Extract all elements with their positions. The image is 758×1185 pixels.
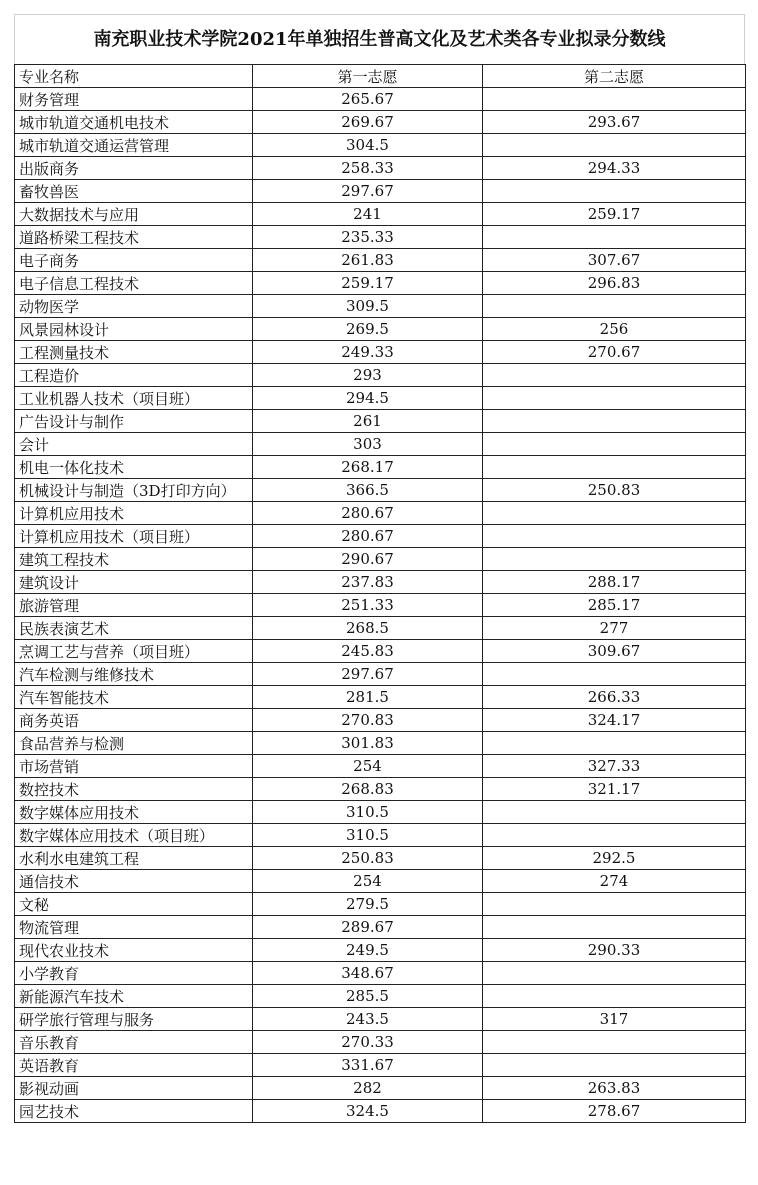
table-row xyxy=(15,1008,746,1031)
second-choice-score-cell: 307.67 xyxy=(483,249,746,272)
major-name-cell: 数字媒体应用技术 xyxy=(15,801,253,824)
first-choice-score-cell: 254 xyxy=(253,870,483,893)
first-choice-score-cell: 297.67 xyxy=(253,663,483,686)
first-choice-score-cell: 310.5 xyxy=(253,801,483,824)
table-row xyxy=(15,364,746,387)
table-row xyxy=(15,755,746,778)
major-name-cell: 水利水电建筑工程 xyxy=(15,847,253,870)
first-choice-score-cell: 251.33 xyxy=(253,594,483,617)
major-name-cell: 出版商务 xyxy=(15,157,253,180)
major-name-cell: 风景园林设计 xyxy=(15,318,253,341)
table-row xyxy=(15,824,746,847)
table-row xyxy=(15,157,746,180)
major-name-cell: 城市轨道交通运营管理 xyxy=(15,134,253,157)
table-row xyxy=(15,456,746,479)
major-name-cell: 现代农业技术 xyxy=(15,939,253,962)
second-choice-score-cell: 256 xyxy=(483,318,746,341)
major-name-cell: 旅游管理 xyxy=(15,594,253,617)
second-choice-score-cell: 263.83 xyxy=(483,1077,746,1100)
major-name-cell: 食品营养与检测 xyxy=(15,732,253,755)
second-choice-score-cell xyxy=(483,916,746,939)
first-choice-score-cell: 249.5 xyxy=(253,939,483,962)
second-choice-score-cell: 327.33 xyxy=(483,755,746,778)
table-row xyxy=(15,640,746,663)
second-choice-score-cell: 285.17 xyxy=(483,594,746,617)
second-choice-score-cell xyxy=(483,893,746,916)
major-name-cell: 大数据技术与应用 xyxy=(15,203,253,226)
major-name-cell: 烹调工艺与营养（项目班） xyxy=(15,640,253,663)
first-choice-score-cell: 265.67 xyxy=(253,88,483,111)
table-row xyxy=(15,870,746,893)
second-choice-score-cell: 259.17 xyxy=(483,203,746,226)
major-name-cell: 动物医学 xyxy=(15,295,253,318)
table-row xyxy=(15,479,746,502)
table-row xyxy=(15,295,746,318)
table-row xyxy=(15,893,746,916)
header-row xyxy=(15,65,746,88)
table-row xyxy=(15,548,746,571)
second-choice-score-cell: 274 xyxy=(483,870,746,893)
major-name-cell: 城市轨道交通机电技术 xyxy=(15,111,253,134)
second-choice-score-cell: 266.33 xyxy=(483,686,746,709)
first-choice-score-cell: 294.5 xyxy=(253,387,483,410)
major-name-cell: 园艺技术 xyxy=(15,1100,253,1123)
table-row xyxy=(15,410,746,433)
first-choice-score-cell: 303 xyxy=(253,433,483,456)
table-row xyxy=(15,180,746,203)
table-row xyxy=(15,778,746,801)
second-choice-score-cell xyxy=(483,525,746,548)
first-choice-score-cell: 324.5 xyxy=(253,1100,483,1123)
major-name-cell: 广告设计与制作 xyxy=(15,410,253,433)
first-choice-score-cell: 243.5 xyxy=(253,1008,483,1031)
first-choice-score-cell: 348.67 xyxy=(253,962,483,985)
second-choice-score-cell xyxy=(483,433,746,456)
first-choice-score-cell: 309.5 xyxy=(253,295,483,318)
table-row xyxy=(15,226,746,249)
second-choice-score-cell: 294.33 xyxy=(483,157,746,180)
second-choice-score-cell xyxy=(483,824,746,847)
major-name-cell: 财务管理 xyxy=(15,88,253,111)
table-row xyxy=(15,801,746,824)
first-choice-score-cell: 279.5 xyxy=(253,893,483,916)
first-choice-score-cell: 269.5 xyxy=(253,318,483,341)
first-choice-score-cell: 297.67 xyxy=(253,180,483,203)
major-name-cell: 机械设计与制造（3D打印方向） xyxy=(15,479,253,502)
major-name-cell: 物流管理 xyxy=(15,916,253,939)
header-second-choice: 第二志愿 xyxy=(483,65,746,88)
second-choice-score-cell: 317 xyxy=(483,1008,746,1031)
second-choice-score-cell xyxy=(483,456,746,479)
major-name-cell: 市场营销 xyxy=(15,755,253,778)
second-choice-score-cell xyxy=(483,88,746,111)
first-choice-score-cell: 241 xyxy=(253,203,483,226)
second-choice-score-cell xyxy=(483,226,746,249)
first-choice-score-cell: 259.17 xyxy=(253,272,483,295)
first-choice-score-cell: 280.67 xyxy=(253,502,483,525)
first-choice-score-cell: 261 xyxy=(253,410,483,433)
first-choice-score-cell: 366.5 xyxy=(253,479,483,502)
major-name-cell: 小学教育 xyxy=(15,962,253,985)
table-row xyxy=(15,387,746,410)
table-row xyxy=(15,318,746,341)
table-row xyxy=(15,686,746,709)
second-choice-score-cell xyxy=(483,295,746,318)
first-choice-score-cell: 270.83 xyxy=(253,709,483,732)
first-choice-score-cell: 268.83 xyxy=(253,778,483,801)
table-row xyxy=(15,525,746,548)
second-choice-score-cell xyxy=(483,410,746,433)
table-row xyxy=(15,663,746,686)
first-choice-score-cell: 269.67 xyxy=(253,111,483,134)
table-row xyxy=(15,134,746,157)
table-row xyxy=(15,341,746,364)
second-choice-score-cell xyxy=(483,387,746,410)
first-choice-score-cell: 285.5 xyxy=(253,985,483,1008)
major-name-cell: 汽车智能技术 xyxy=(15,686,253,709)
table-row xyxy=(15,249,746,272)
table-row xyxy=(15,433,746,456)
table-row xyxy=(15,272,746,295)
major-name-cell: 道路桥梁工程技术 xyxy=(15,226,253,249)
table-row xyxy=(15,1031,746,1054)
first-choice-score-cell: 237.83 xyxy=(253,571,483,594)
major-name-cell: 通信技术 xyxy=(15,870,253,893)
major-name-cell: 影视动画 xyxy=(15,1077,253,1100)
first-choice-score-cell: 268.17 xyxy=(253,456,483,479)
major-name-cell: 数字媒体应用技术（项目班） xyxy=(15,824,253,847)
first-choice-score-cell: 254 xyxy=(253,755,483,778)
first-choice-score-cell: 245.83 xyxy=(253,640,483,663)
table-row xyxy=(15,594,746,617)
first-choice-score-cell: 304.5 xyxy=(253,134,483,157)
second-choice-score-cell xyxy=(483,134,746,157)
header-first-choice: 第一志愿 xyxy=(253,65,483,88)
table-row xyxy=(15,847,746,870)
major-name-cell: 工业机器人技术（项目班） xyxy=(15,387,253,410)
major-name-cell: 工程测量技术 xyxy=(15,341,253,364)
major-name-cell: 建筑设计 xyxy=(15,571,253,594)
major-name-cell: 文秘 xyxy=(15,893,253,916)
second-choice-score-cell: 309.67 xyxy=(483,640,746,663)
second-choice-score-cell: 324.17 xyxy=(483,709,746,732)
first-choice-score-cell: 235.33 xyxy=(253,226,483,249)
major-name-cell: 英语教育 xyxy=(15,1054,253,1077)
second-choice-score-cell xyxy=(483,801,746,824)
first-choice-score-cell: 268.5 xyxy=(253,617,483,640)
second-choice-score-cell xyxy=(483,364,746,387)
major-name-cell: 电子商务 xyxy=(15,249,253,272)
first-choice-score-cell: 280.67 xyxy=(253,525,483,548)
second-choice-score-cell: 290.33 xyxy=(483,939,746,962)
table-row xyxy=(15,502,746,525)
table-row xyxy=(15,617,746,640)
score-table xyxy=(14,64,746,1123)
table-row xyxy=(15,571,746,594)
first-choice-score-cell: 301.83 xyxy=(253,732,483,755)
major-name-cell: 汽车检测与维修技术 xyxy=(15,663,253,686)
first-choice-score-cell: 249.33 xyxy=(253,341,483,364)
table-row xyxy=(15,709,746,732)
table-row xyxy=(15,985,746,1008)
second-choice-score-cell: 321.17 xyxy=(483,778,746,801)
sheet-title: 南充职业技术学院2021年单独招生普高文化及艺术类各专业拟录分数线 xyxy=(14,14,745,64)
major-name-cell: 会计 xyxy=(15,433,253,456)
second-choice-score-cell xyxy=(483,1054,746,1077)
first-choice-score-cell: 270.33 xyxy=(253,1031,483,1054)
second-choice-score-cell xyxy=(483,663,746,686)
second-choice-score-cell xyxy=(483,180,746,203)
table-row xyxy=(15,203,746,226)
second-choice-score-cell: 250.83 xyxy=(483,479,746,502)
table-row xyxy=(15,1054,746,1077)
second-choice-score-cell: 288.17 xyxy=(483,571,746,594)
major-name-cell: 数控技术 xyxy=(15,778,253,801)
major-name-cell: 研学旅行管理与服务 xyxy=(15,1008,253,1031)
first-choice-score-cell: 258.33 xyxy=(253,157,483,180)
table-row xyxy=(15,88,746,111)
major-name-cell: 机电一体化技术 xyxy=(15,456,253,479)
second-choice-score-cell xyxy=(483,985,746,1008)
second-choice-score-cell xyxy=(483,732,746,755)
second-choice-score-cell xyxy=(483,962,746,985)
first-choice-score-cell: 250.83 xyxy=(253,847,483,870)
second-choice-score-cell: 277 xyxy=(483,617,746,640)
second-choice-score-cell: 293.67 xyxy=(483,111,746,134)
second-choice-score-cell: 270.67 xyxy=(483,341,746,364)
second-choice-score-cell: 278.67 xyxy=(483,1100,746,1123)
major-name-cell: 民族表演艺术 xyxy=(15,617,253,640)
major-name-cell: 工程造价 xyxy=(15,364,253,387)
major-name-cell: 建筑工程技术 xyxy=(15,548,253,571)
table-row xyxy=(15,962,746,985)
header-major: 专业名称 xyxy=(15,65,253,88)
second-choice-score-cell: 292.5 xyxy=(483,847,746,870)
second-choice-score-cell: 296.83 xyxy=(483,272,746,295)
table-row xyxy=(15,1100,746,1123)
major-name-cell: 计算机应用技术（项目班） xyxy=(15,525,253,548)
first-choice-score-cell: 289.67 xyxy=(253,916,483,939)
table-row xyxy=(15,1077,746,1100)
major-name-cell: 商务英语 xyxy=(15,709,253,732)
first-choice-score-cell: 261.83 xyxy=(253,249,483,272)
first-choice-score-cell: 331.67 xyxy=(253,1054,483,1077)
major-name-cell: 音乐教育 xyxy=(15,1031,253,1054)
table-row xyxy=(15,111,746,134)
second-choice-score-cell xyxy=(483,1031,746,1054)
first-choice-score-cell: 293 xyxy=(253,364,483,387)
score-sheet xyxy=(14,14,745,1123)
table-row xyxy=(15,916,746,939)
major-name-cell: 新能源汽车技术 xyxy=(15,985,253,1008)
table-row xyxy=(15,939,746,962)
second-choice-score-cell xyxy=(483,548,746,571)
major-name-cell: 计算机应用技术 xyxy=(15,502,253,525)
first-choice-score-cell: 310.5 xyxy=(253,824,483,847)
first-choice-score-cell: 290.67 xyxy=(253,548,483,571)
first-choice-score-cell: 282 xyxy=(253,1077,483,1100)
major-name-cell: 电子信息工程技术 xyxy=(15,272,253,295)
first-choice-score-cell: 281.5 xyxy=(253,686,483,709)
table-row xyxy=(15,732,746,755)
major-name-cell: 畜牧兽医 xyxy=(15,180,253,203)
second-choice-score-cell xyxy=(483,502,746,525)
